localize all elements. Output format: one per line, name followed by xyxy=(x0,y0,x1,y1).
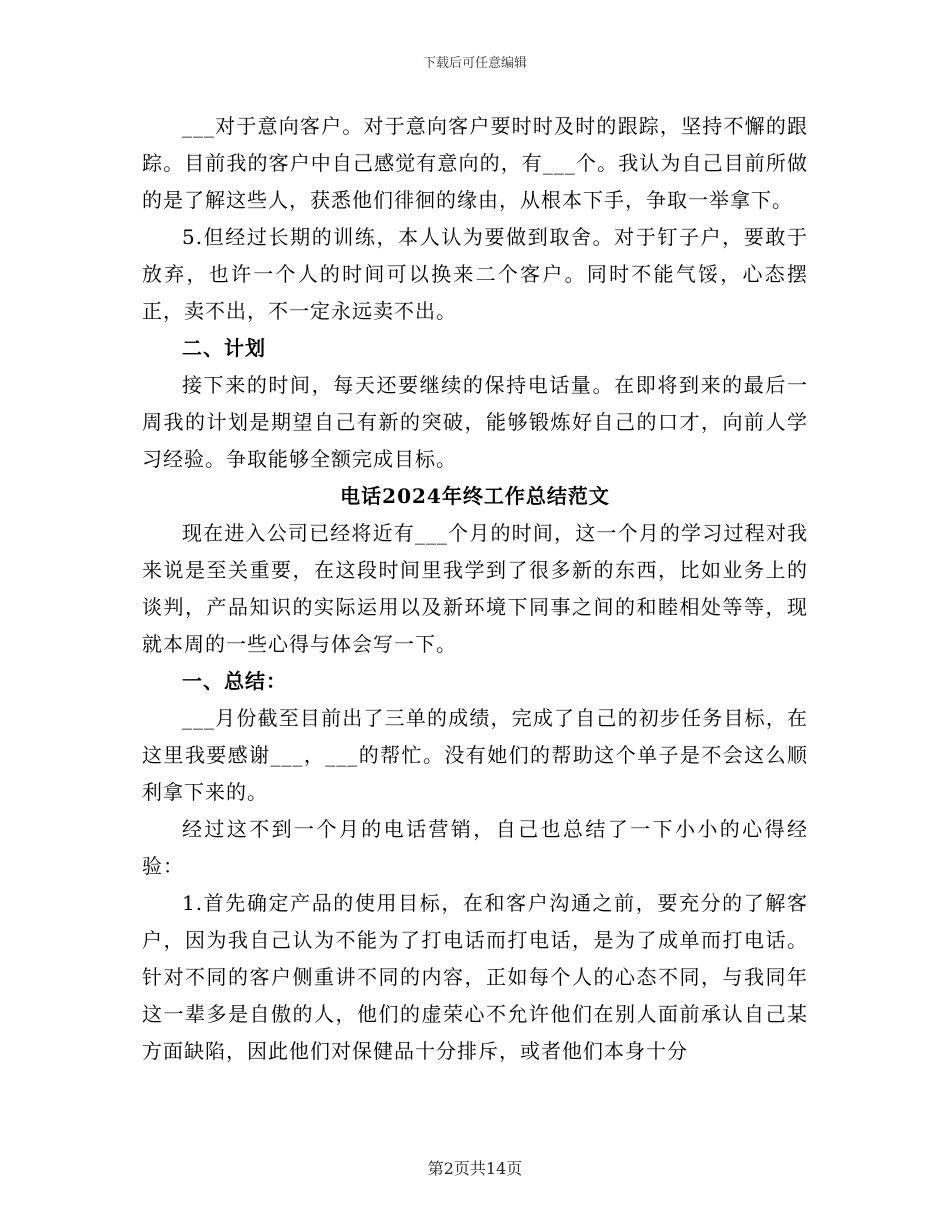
document-body xyxy=(142,108,808,1070)
paragraph: 接下来的时间，每天还要继续的保持电话量。在即将到来的最后一周我的计划是期望自己有新的突破，能够锻炼好自己的口才，向前人学习经验。争取能够全额完成目标。 xyxy=(142,373,808,471)
header-note: 下载后可任意编辑 xyxy=(422,56,527,71)
paragraph: ___对于意向客户。对于意向客户要时时及时的跟踪，坚持不懈的跟踪。目前我的客户中自己感觉有意向的，有___个。我认为自己目前所做的是了解这些人，获悉他们徘徊的缘由，从根本下手，争取一举拿下。 xyxy=(142,114,808,212)
page-number: 第2页共14页 xyxy=(427,1159,523,1178)
paragraph: ___月份截至目前出了三单的成绩，完成了自己的初步任务目标，在这里我要感谢___，___的帮忙。没有她们的帮助这个单子是不会这么顺利拿下来的。 xyxy=(142,706,808,804)
paragraph: 现在进入公司已经将近有___个月的时间，这一个月的学习过程对我来说是至关重要，在这段时间里我学到了很多新的东西，比如业务上的谈判，产品知识的实际运用以及新环境下同事之间的和睦相处等等，现就本周的一些心得与体会写一下。 xyxy=(142,521,808,656)
section-heading: 二、计划 xyxy=(182,336,266,360)
document-title: 电话2024年终工作总结范文 xyxy=(340,484,610,508)
paragraph: 经过这不到一个月的电话营销，自己也总结了一下小小的心得经验： xyxy=(142,817,808,878)
paragraph: 1.首先确定产品的使用目标，在和客户沟通之前，要充分的了解客户，因为我自己认为不能为了打电话而打电话，是为了成单而打电话。针对不同的客户侧重讲不同的内容，正如每个人的心态不同，与我同年这一辈多是自傲的人，他们的虚荣心不允许他们在别人面前承认自己某方面缺陷，因此他们对保健品十分排斥，或者他们本身十分 xyxy=(142,891,808,1063)
section-heading: 一、总结： xyxy=(182,669,287,693)
paragraph: 5.但经过长期的训练，本人认为要做到取舍。对于钉子户，要敢于放弃，也许一个人的时间可以换来二个客户。同时不能气馁，心态摆正，卖不出，不一定永远卖不出。 xyxy=(142,225,808,323)
